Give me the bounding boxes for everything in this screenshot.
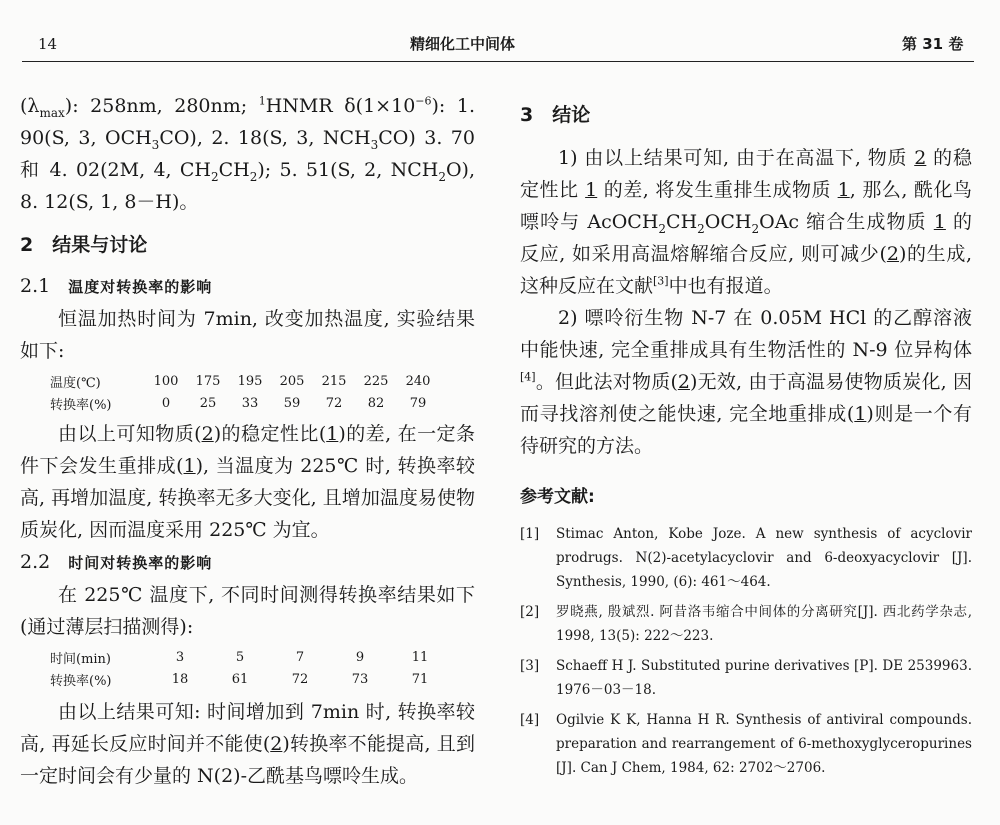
table-cell: 73 — [351, 671, 369, 687]
table-cell: 72 — [325, 395, 343, 411]
page-number: 14 — [38, 35, 58, 53]
table-cell: 82 — [367, 395, 385, 411]
section-2-heading: 2 结果与讨论 — [20, 234, 148, 256]
table-cell: 240 — [405, 373, 431, 389]
table-cell: 61 — [231, 671, 249, 687]
time-intro-paragraph: 在 225℃ 温度下, 不同时间测得转换率结果如下(通过薄层扫描测得): — [20, 584, 475, 638]
temperature-intro-paragraph: 恒温加热时间为 7min, 改变加热温度, 实验结果如下: — [20, 308, 475, 362]
table-cell: 0 — [161, 395, 171, 411]
conclusion-1-paragraph: 1) 由以上结果可知, 由于在高温下, 物质 2 的稳定性比 1 的差, 将发生重排生成物质 1, 那么, 酰化鸟嘌呤与 $AcOCH_2CH_2OCH_2OAc$ 缩合生成物质 1 的反应, 如采用高温熔解缩合反应, 则可减少(2)的生成, 这种反应在文献[3]中也有报道。 — [520, 147, 973, 297]
time-table-body — [50, 646, 450, 690]
table-cell: 7 — [295, 649, 305, 665]
time-discussion-paragraph: 由以上结果可知: 时间增加到 7min 时, 转换率较高, 再延长反应时间并不能使(2)转换率不能提高, 且到一定时间会有少量的 N(2)-乙酰基鸟嘌呤生成。 — [20, 701, 475, 787]
time-row — [50, 646, 450, 668]
references-heading: 参考文献: — [520, 487, 595, 507]
conclusion-2-paragraph: 2) 嘌呤衍生物 N-7 在 0.05M HCl 的乙醇溶液中能快速, 完全重排成具有生物活性的 N-9 位异构体[4]。但此法对物质(2)无效, 由于高温易使物质炭化, 因而寻找溶剂使之能快速, 完全地重排成(1)则是一个有待研究的方法。 — [520, 307, 972, 457]
left-column — [20, 90, 475, 792]
section-3-heading: 3 结论 — [520, 104, 591, 126]
table-cell: 195 — [237, 373, 263, 389]
table-row-label: 转换率(%) — [50, 673, 112, 689]
table-cell: 25 — [199, 395, 217, 411]
table-cell: 71 — [411, 671, 429, 687]
time-table — [50, 646, 450, 690]
table-cell: 175 — [195, 373, 221, 389]
subsection-2-1-heading: 2.1 温度对转换率的影响 — [20, 275, 213, 297]
table-cell: 3 — [175, 649, 185, 665]
reference-item: [4] Ogilvie K K, Hanna H R. Synthesis of antiviral compounds. preparation and rearrangement of 6-methoxyglyceropurines [J]. Can J Chem, 1984, 62: 2702～2706. — [520, 712, 972, 776]
table-cell: 79 — [409, 395, 427, 411]
volume-label: 第 31 卷 — [902, 35, 964, 53]
temperature-table — [50, 370, 439, 414]
table-cell: 215 — [321, 373, 347, 389]
table-cell: 11 — [411, 649, 429, 665]
temperature-table-body — [50, 370, 439, 414]
table-cell: 225 — [363, 373, 389, 389]
table-cell: 72 — [291, 671, 309, 687]
reference-item: [2] 罗晓燕, 殷斌烈. 阿昔洛韦缩合中间体的分离研究[J]. 西北药学杂志, 1998, 13(5): 222～223. — [520, 604, 972, 644]
conversion-row — [50, 392, 439, 414]
table-cell: 33 — [241, 395, 259, 411]
right-column — [520, 100, 972, 786]
table-cell: 18 — [171, 671, 189, 687]
subsection-2-2-heading: 2.2 时间对转换率的影响 — [20, 551, 213, 573]
reference-list — [520, 522, 972, 780]
table-row-label: 时间(min) — [50, 651, 112, 667]
table-cell: 9 — [355, 649, 365, 665]
table-cell: 5 — [235, 649, 245, 665]
table-cell: 205 — [279, 373, 305, 389]
conversion-row — [50, 668, 450, 690]
temperature-discussion-paragraph: 由以上可知物质(2)的稳定性比(1)的差, 在一定条件下会发生重排成(1), 当温度为 225℃ 时, 转换率较高, 再增加温度, 转换率无多大变化, 且增加温度易使物质炭化, 因而温度采用 225℃ 为宜。 — [20, 423, 475, 541]
temperature-row — [50, 370, 439, 392]
spectral-data-paragraph: $(\lambda_{max})$: 258nm, 280nm; $^1$HNMR $\delta(1\times 10^{-6})$: 1. 90(S, 3, $OCH_3CO$), 2. 18(S, 3, $NCH_3CO$) 3. 70 和 4. 02(2M, 4, $CH_2CH_2$); 5. 51(S, 2, $NCH_2O$), 8. 12(S, 1, 8－H)。 — [20, 94, 475, 213]
reference-item: [3] Schaeff H J. Substituted purine derivatives [P]. DE 2539963. 1976－03－18. — [520, 658, 972, 698]
table-row-label: 温度(℃) — [50, 375, 101, 391]
table-row-label: 转换率(%) — [50, 397, 112, 413]
journal-title: 精细化工中间体 — [410, 35, 516, 53]
table-cell: 59 — [283, 395, 301, 411]
header-rule — [22, 61, 974, 62]
reference-item: [1] Stimac Anton, Kobe Joze. A new synthesis of acyclovir prodrugs. N(2)-acetylacyclovir and 6-deoxyacyclovir [J]. Synthesis, 1990, (6): 461～464. — [520, 526, 972, 590]
table-cell: 100 — [153, 373, 179, 389]
